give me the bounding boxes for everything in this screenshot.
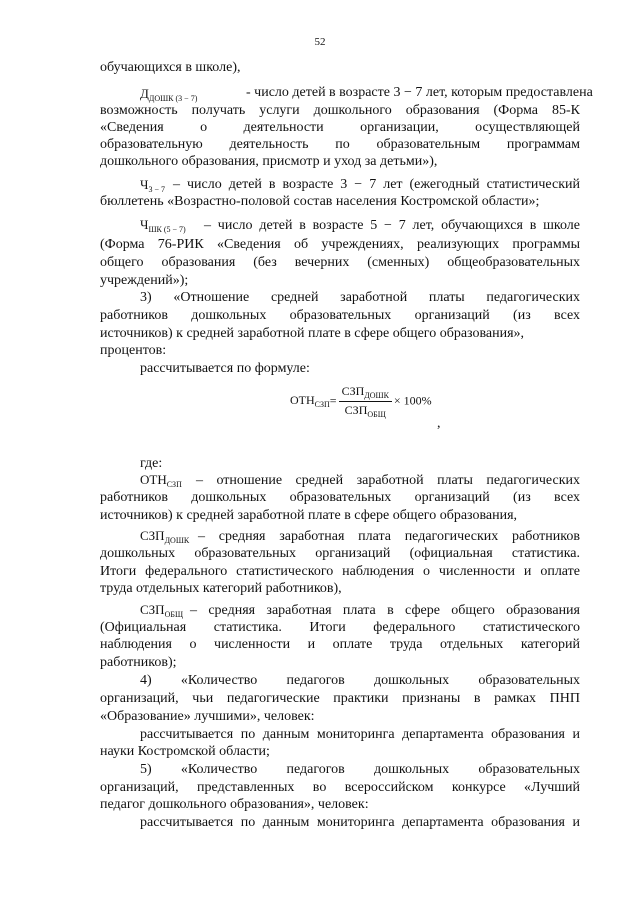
text-line: «Сведения о деятельности организации, осуществляющей xyxy=(100,120,580,135)
text-line: работников дошкольных образовательных организаций (из всех xyxy=(100,490,580,505)
text-line: где: xyxy=(140,456,163,471)
formula-fraction xyxy=(339,384,392,419)
text-line: общего образования (без вечерних (сменных) общеобразовательных xyxy=(100,255,580,270)
text-line: обучающихся в школе), xyxy=(100,60,241,75)
text-line: дошкольных образовательных организаций (официальная статистика. xyxy=(100,546,580,561)
text-line: процентов: xyxy=(100,343,167,358)
text-line: труда отдельных категорий работников), xyxy=(100,581,342,596)
text-line: образовательную деятельность по образовательным программам xyxy=(100,137,580,152)
symbol-d-preschool: $Д_{ДОШК (3 - 7)}$ xyxy=(140,86,198,103)
text-line: – средняя заработная плата педагогических работников xyxy=(198,529,580,544)
text-line: 5) «Количество педагогов дошкольных образовательных xyxy=(140,762,580,777)
text-line: возможность получать услуги дошкольного образования (Форма 85-К xyxy=(100,103,580,118)
text-line: педагог дошкольного образования», человек: xyxy=(100,797,369,812)
symbol-oth-szp: $ОТН_{СЗП}$ xyxy=(140,472,182,489)
text-line: работников); xyxy=(100,655,177,670)
formula-multiplier: × 100% xyxy=(393,393,432,408)
text-line: - число детей в возрасте 3 − 7 лет, которым предоставлена xyxy=(246,85,593,100)
text-line: – число детей в возрасте 3 − 7 лет (ежегодный статистический xyxy=(173,177,580,192)
text-line: рассчитывается по данным мониторинга департамента образования и xyxy=(140,727,580,742)
formula-comma: , xyxy=(437,416,441,431)
text-line: (Официальная статистика. Итоги федерального статистического xyxy=(100,620,580,635)
text-line: Итоги федерального статистического наблюдения о численности и оплате xyxy=(100,564,580,579)
text-line: – отношение средней заработной платы педагогических xyxy=(196,473,580,488)
text-line: 4) «Количество педагогов дошкольных образовательных xyxy=(140,673,580,688)
formula xyxy=(290,384,432,419)
text-line: 3) «Отношение средней заработной платы педагогических xyxy=(140,290,580,305)
text-line: (Форма 76-РИК «Сведения об учреждениях, реализующих программы xyxy=(100,237,580,252)
formula-numerator: $СЗП_{ДОШК}$ xyxy=(339,384,392,402)
formula-denominator: $СЗП_{ОБЩ}$ xyxy=(344,403,386,419)
symbol-ch-3-7: $Ч_{3 - 7}$ xyxy=(140,177,165,194)
text-line: наблюдения о численности и оплате труда отдельных категорий xyxy=(100,637,580,652)
text-line: – средняя заработная плата в сфере общего образования xyxy=(190,603,580,618)
text-line: работников дошкольных образовательных организаций (из всех xyxy=(100,308,580,323)
text-line: – число детей в возрасте 5 − 7 лет, обучающихся в школе xyxy=(204,218,580,233)
symbol-ch-school-5-7: $Ч_{ШК (5 - 7)}$ xyxy=(140,217,186,234)
text-line: источников) к средней заработной плате в сфере общего образования, xyxy=(100,508,518,523)
text-line: бюллетень «Возрастно-половой состав населения Костромской области»; xyxy=(100,194,540,209)
text-line: рассчитывается по данным мониторинга департамента образования и xyxy=(140,815,580,830)
text-line: науки Костромской области; xyxy=(100,744,270,759)
page-number: 52 xyxy=(314,36,326,48)
text-line: организаций, представленных во всероссийском конкурсе «Лучший xyxy=(100,780,580,795)
formula-equals: = xyxy=(329,393,337,408)
formula-lhs: $ОТН_{СЗП}$ xyxy=(290,393,330,410)
text-line: рассчитывается по формуле: xyxy=(140,361,310,376)
text-line: «Образование» лучшими», человек: xyxy=(100,709,315,724)
symbol-szp-general: $СЗП_{ОБЩ}$ xyxy=(140,602,184,619)
text-line: дошкольного образования, присмотр и уход за детьми»), xyxy=(100,154,438,169)
text-line: учреждений»); xyxy=(100,273,189,288)
symbol-szp-preschool: $СЗП_{ДОШК}$ xyxy=(140,528,190,545)
text-line: источников) к средней заработной плате в сфере общего образования», xyxy=(100,326,525,341)
text-line: организаций, чьи педагогические практики признаны в рамках ПНП xyxy=(100,691,580,706)
